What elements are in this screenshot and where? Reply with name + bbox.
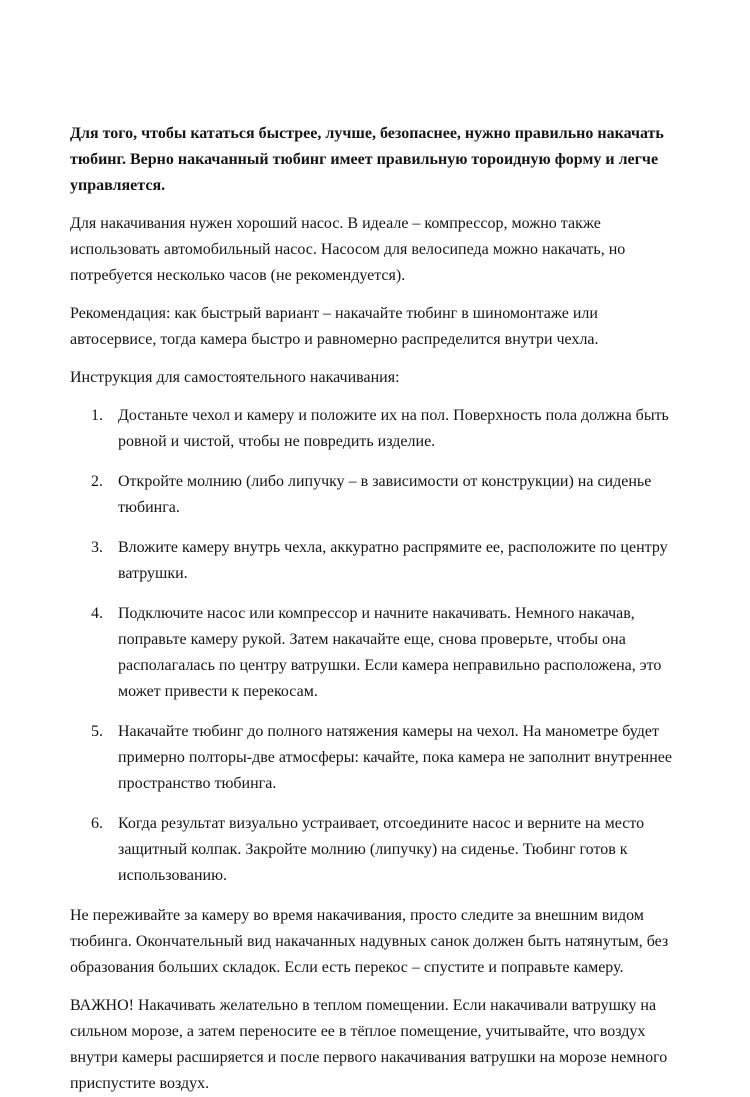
list-item-text: Откройте молнию (либо липучку – в зависимости от конструкции) на сиденье тюбинга. (118, 473, 652, 516)
list-item (70, 535, 686, 587)
list-item (70, 469, 686, 521)
list-item-text: Достаньте чехол и камеру и положите их на пол. Поверхность пола должна быть ровной и чистой, чтобы не повредить изделие. (118, 407, 669, 450)
instruction-list (70, 403, 686, 889)
list-item-text: Когда результат визуально устраивает, отсоедините насос и верните на место защитный колпак. Закройте молнию (липучку) на сиденье. Тюбинг готов к использованию. (118, 815, 645, 884)
list-item-text: Накачайте тюбинг до полного натяжения камеры на чехол. На манометре будет примерно полторы-две атмосферы: качайте, пока камера не заполнит внутреннее пространство тюбинга. (118, 723, 672, 792)
list-item (70, 601, 686, 705)
list-item-number: 4. (91, 605, 103, 622)
list-item (70, 811, 686, 889)
list-item-text: Подключите насос или компрессор и начните накачивать. Немного накачав, поправьте камеру рукой. Затем накачайте еще, снова проверьте, чтобы она располагалась по центру ватрушки. Если камера неправильно расположена, это может привести к перекосам. (118, 605, 662, 700)
list-item-number: 3. (91, 539, 103, 556)
list-intro: Инструкция для самостоятельного накачивания: (70, 369, 400, 386)
list-item-number: 5. (91, 723, 103, 740)
list-item (70, 403, 686, 455)
list-item-number: 1. (91, 407, 103, 424)
paragraph-pump-needed: Для накачивания нужен хороший насос. В идеале – компрессор, можно также использовать автомобильный насос. Насосом для велосипеда можно накачать, но потребуется несколько часов (не рекомендуется). (70, 215, 626, 284)
paragraph-recommendation: Рекомендация: как быстрый вариант – накачайте тюбинг в шиномонтаже или автосервисе, тогда камера быстро и равномерно распределится внутри чехла. (70, 305, 599, 348)
paragraph-dont-worry: Не переживайте за камеру во время накачивания, просто следите за внешним видом тюбинга. Окончательный вид накачанных надувных санок должен быть натянутым, без образования больших складок. Если есть перекос – спустите и поправьте камеру. (70, 907, 669, 976)
list-item (70, 719, 686, 797)
list-item-number: 2. (91, 473, 103, 490)
paragraph-important: ВАЖНО! Накачивать желательно в теплом помещении. Если накачивали ватрушку на сильном морозе, а затем переносите ее в тёплое помещение, учитывайте, что воздух внутри камеры расширяется и после первого накачивания ватрушки на морозе немного приспустите воздух. (70, 997, 668, 1092)
intro-paragraph: Для того, чтобы кататься быстрее, лучше, безопаснее, нужно правильно накачать тюбинг. Верно накачанный тюбинг имеет правильную тороидную форму и легче управляется. (70, 125, 664, 194)
list-item-text: Вложите камеру внутрь чехла, аккуратно распрямите ее, расположите по центру ватрушки. (118, 539, 668, 582)
list-item-number: 6. (91, 815, 103, 832)
